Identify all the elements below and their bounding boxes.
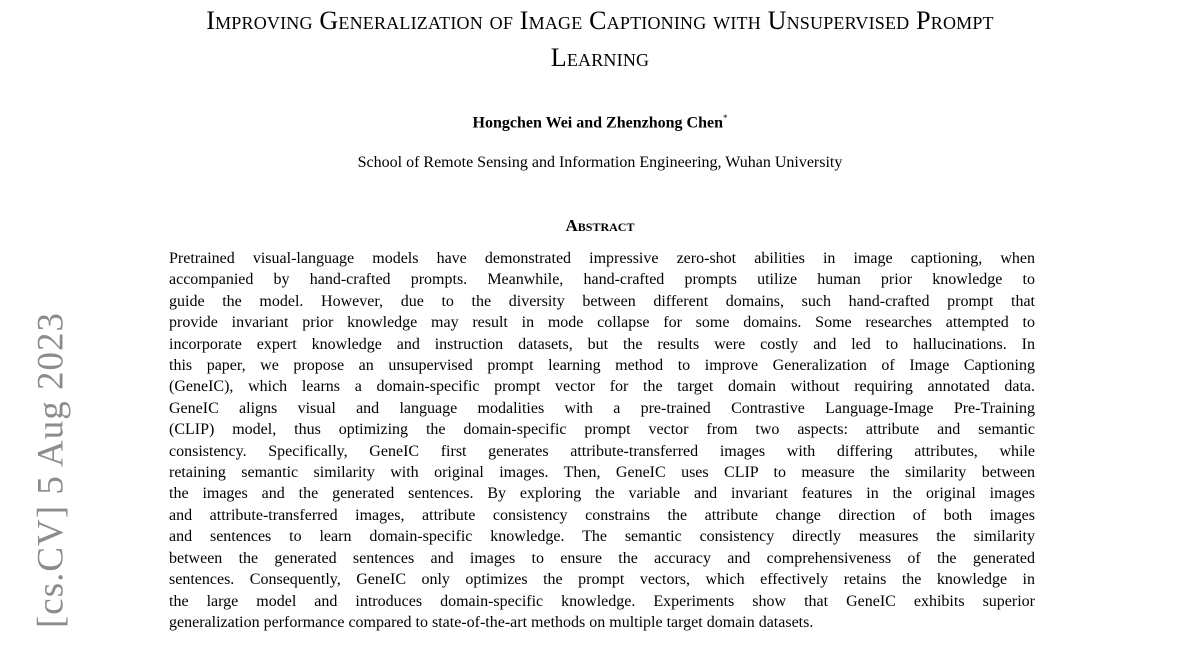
paper-title	[60, 2, 1140, 76]
authors-text: Hongchen Wei and Zhenzhong Chen	[472, 114, 723, 132]
abstract-line: consistency. Specifically, GeneIC first generates attribute-transferred images with differing attributes, while	[169, 442, 1035, 460]
abstract-body	[169, 248, 1035, 633]
affiliation: School of Remote Sensing and Information Engineering, Wuhan University	[357, 154, 843, 171]
corresponding-author-mark: *	[722, 113, 728, 123]
abstract-line: GeneIC aligns visual and language modalities with a pre-trained Contrastive Language-Image Pre-Training	[169, 399, 1035, 417]
title-line-1: Improving Generalization of Image Captioning with Unsupervised Prompt	[206, 6, 994, 35]
abstract-line: provide invariant prior knowledge may result in mode collapse for some domains. Some researches attempted to	[169, 314, 1035, 332]
abstract-line: Pretrained visual-language models have demonstrated impressive zero-shot abilities in image captioning, when	[169, 250, 1035, 267]
title-line-2: Learning	[550, 43, 650, 72]
author-list	[0, 113, 1200, 132]
abstract-line: guide the model. However, due to the diversity between different domains, such hand-crafted prompt that	[169, 292, 1035, 310]
abstract-line: between the generated sentences and images to ensure the accuracy and comprehensiveness of the generated	[169, 549, 1035, 567]
abstract-line: accompanied by hand-crafted prompts. Meanwhile, hand-crafted prompts utilize human prior knowledge to	[169, 271, 1035, 289]
abstract-line: incorporate expert knowledge and instruction datasets, but the results were costly and led to hallucinations. In	[169, 335, 1035, 353]
abstract-line: and sentences to learn domain-specific knowledge. The semantic consistency directly measures the similarity	[169, 528, 1035, 546]
abstract-line: retaining semantic similarity with original images. Then, GeneIC uses CLIP to measure the similarity between	[169, 464, 1035, 482]
abstract-line: generalization performance compared to state-of-the-art methods on multiple target domain datasets.	[169, 613, 814, 631]
abstract-line: (GeneIC), which learns a domain-specific prompt vector for the target domain without requiring annotated data.	[169, 378, 1035, 396]
abstract-line: the images and the generated sentences. By exploring the variable and invariant features in the original images	[169, 485, 1035, 503]
abstract-line: (CLIP) model, thus optimizing the domain-specific prompt vector from two aspects: attribute and semantic	[169, 421, 1035, 439]
abstract-line: and attribute-transferred images, attribute consistency constrains the attribute change direction of both images	[169, 506, 1035, 524]
abstract-heading: Abstract	[565, 216, 635, 235]
abstract-line: this paper, we propose an unsupervised prompt learning method to improve Generalization of Image Captioning	[169, 357, 1035, 375]
abstract-line: the large model and introduces domain-specific knowledge. Experiments show that GeneIC exhibits superior	[169, 592, 1035, 610]
abstract-line: sentences. Consequently, GeneIC only optimizes the prompt vectors, which effectively retains the knowledge in	[169, 571, 1035, 589]
arxiv-watermark: [cs.CV] 5 Aug 2023	[30, 311, 72, 629]
